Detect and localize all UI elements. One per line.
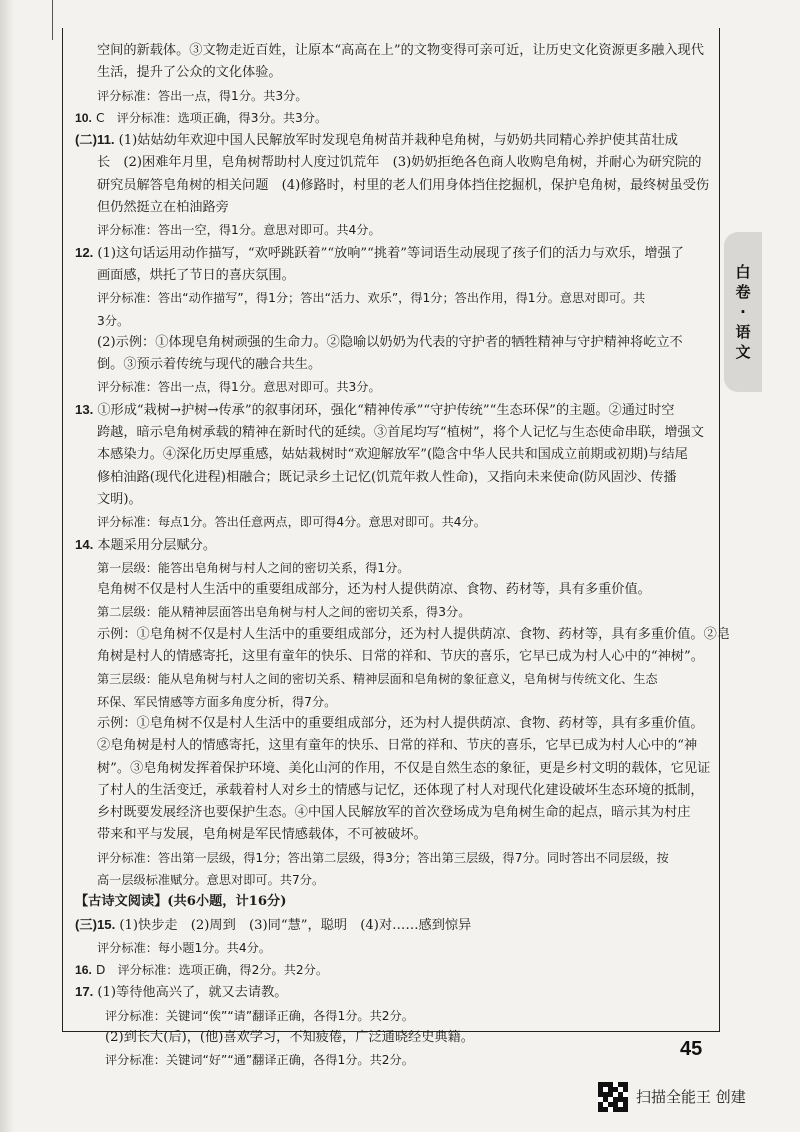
question-number: 17. (75, 984, 94, 1000)
section-tab-char: · (740, 303, 746, 321)
answer-text: 跨越，暗示皂角树承载的精神在新时代的延续。③首尾均写“植树”，将个人记忆与生态使命串联，增强文 (97, 425, 704, 441)
section-tab-char: 卷 (735, 283, 751, 301)
answer-text: 第一层级：能答出皂角树与村人之间的密切关系，得1分。 (97, 560, 410, 575)
answer-text: 第三层级：能从皂角树与村人之间的密切关系、精神层面和皂角树的象征意义，皂角树与传统文化、生态 (97, 672, 658, 687)
answer-line (75, 601, 707, 623)
answer-text: 评分标准：答出一空，得1分。意思对即可。共4分。 (97, 223, 381, 238)
answer-text: 评分标准：答出一点，得1分。共3分。 (97, 88, 308, 103)
answer-line (75, 914, 707, 937)
answer-text: 评分标准：答出“动作描写”，得1分；答出“活力、欢乐”，得1分；答出作用，得1分。意思对即可。共 (97, 291, 646, 306)
answer-text: 第二层级：能从精神层面答出皂角树与村人之间的密切关系，得3分。 (97, 605, 471, 620)
section-tab-char: 文 (735, 343, 751, 361)
answer-line (75, 287, 707, 309)
answer-text: 评分标准：每点1分。答出任意两点，即可得4分。意思对即可。共4分。 (97, 515, 486, 530)
answer-text: ②皂角树是村人的情感寄托，这里有童年的快乐、日常的祥和、节庆的喜乐，它早已成为村人心中的“神 (97, 738, 698, 754)
answer-line (75, 129, 707, 152)
answer-text: 高一层级标准赋分。意思对即可。共7分。 (97, 872, 325, 887)
answer-text: 修柏油路(现代化进程)相融合；既记录乡土记忆(饥荒年救人性命)，又指向未来使命(防风固沙、传播 (97, 469, 677, 485)
answer-line (75, 467, 707, 489)
answer-text: 本题采用分层赋分。 (97, 537, 217, 553)
answer-text: 文明)。 (97, 491, 142, 507)
scan-edge (0, 0, 14, 1132)
answer-line (75, 1027, 707, 1049)
answer-text: 乡村既要发展经济也要保护生态。④中国人民解放军的首次登场成为皂角树生命的起点，暗示其为村庄 (97, 805, 691, 821)
answer-line (75, 668, 707, 690)
question-number: 10. (75, 110, 92, 125)
answer-line (75, 959, 707, 981)
answer-text: 评分标准：每小题1分。共4分。 (97, 940, 271, 955)
answer-text: 带来和平与发展，皂角树是军民情感载体，不可被破坏。 (97, 827, 427, 843)
scanner-watermark: 扫描全能王 创建 (636, 1088, 746, 1106)
binding-line (52, 0, 53, 40)
answer-text: 环保、军民情感等方面多角度分析，得7分。 (97, 694, 337, 709)
answer-text: 示例：①皂角树不仅是村人生活中的重要组成部分，还为村人提供荫凉、食物、药材等，具有多重价值。 (97, 715, 704, 731)
page-number: 45 (680, 1038, 703, 1060)
answer-text: 评分标准：关键词“俟”“请”翻译正确，各得1分。共2分。 (105, 1008, 414, 1023)
answer-line (75, 152, 707, 174)
answer-line (75, 85, 707, 107)
answer-text: 画面感，烘托了节日的喜庆氛围。 (97, 267, 295, 283)
answer-line (75, 511, 707, 533)
answer-line (75, 937, 707, 959)
answer-line (75, 265, 707, 287)
answer-line (75, 376, 707, 398)
answer-text: 研究员解答皂角树的相关问题 (4)修路时，村里的老人们用身体挡住挖掘机，保护皂角树，最终树虽受伤 (97, 177, 710, 193)
question-number: (三)15. (75, 916, 116, 932)
answer-text: 长 (2)困难年月里，皂角树帮助村人度过饥荒年 (3)奶奶拒绝各色商人收购皂角树，并耐心为研究院的 (97, 155, 702, 171)
answer-text: (1)姑姑幼年欢迎中国人民解放军时发现皂角树苗并栽种皂角树，与奶奶共同精心养护使其苗壮成 (118, 133, 678, 149)
answer-line (75, 735, 707, 757)
answer-line (75, 197, 707, 219)
answer-text: 本感染力。④深化历史厚重感，姑姑栽树时“欢迎解放军”(隐含中华人民共和国成立前期或初期)与结尾 (97, 447, 688, 463)
answer-text: 但仍然挺立在柏油路旁 (97, 200, 229, 216)
answer-text: 生活，提升了公众的文化体验。 (97, 65, 282, 81)
answer-line (75, 847, 707, 869)
answer-text: 【古诗文阅读】(共6小题，计16分) (75, 894, 287, 910)
answer-line (75, 824, 707, 846)
answer-text: (2)到长大(后)，(他)喜欢学习，不知疲倦，广泛通晓经史典籍。 (105, 1030, 474, 1046)
answer-line (75, 1005, 707, 1027)
answer-line (75, 869, 707, 891)
question-number: 12. (75, 244, 94, 260)
answer-line (75, 802, 707, 824)
answer-line (75, 62, 707, 84)
answer-text: D 评分标准：选项正确，得2分。共2分。 (95, 963, 329, 978)
answer-line (75, 219, 707, 241)
answer-line (75, 557, 707, 579)
answer-line (75, 534, 707, 557)
answer-line (75, 242, 707, 265)
answer-text: (1)等待他高兴了，就又去请教。 (97, 985, 288, 1001)
question-number: 14. (75, 536, 94, 552)
answer-line (75, 444, 707, 466)
answer-line (75, 579, 707, 601)
answer-line (75, 646, 707, 668)
answer-text: 评分标准：答出第一层级，得1分；答出第二层级，得3分；答出第三层级，得7分。同时答出不同层级，按 (97, 850, 669, 865)
answer-line (75, 175, 710, 197)
answer-text: (1)这句话运用动作描写，“欢呼跳跃着”“放响”“挑着”等词语生动展现了孩子们的活力与欢乐，增强了 (97, 245, 684, 261)
answer-text: 皂角树不仅是村人生活中的重要组成部分，还为村人提供荫凉、食物、药材等，具有多重价值。 (97, 582, 651, 598)
answer-text: ①形成“栽树→护树→传承”的叙事闭环，强化“精神传承”“守护传统”“生态环保”的主题。②通过时空 (97, 402, 675, 418)
section-tab-char: 语 (735, 323, 751, 341)
question-number: (二)11. (75, 132, 115, 148)
answer-line (75, 422, 707, 444)
answer-line (75, 489, 707, 511)
answer-text: 示例：①皂角树不仅是村人生活中的重要组成部分，还为村人提供荫凉、食物、药材等，具有多重价值。②皂 (97, 626, 730, 642)
answer-text: 了村人的生活变迁，承载着村人对乡土的情感与记忆，还体现了村人对现代化建设破坏生态环境的抵制， (97, 782, 704, 798)
section-tab (724, 232, 762, 392)
answer-line (75, 310, 707, 332)
answer-text: (1)快步走 (2)周到 (3)同“慧”，聪明 (4)对……感到惊异 (119, 917, 472, 933)
answer-text: 角树是村人的情感寄托，这里有童年的快乐、日常的祥和、节庆的喜乐，它早已成为村人心中的“神树”。 (97, 649, 704, 665)
qr-code-icon (598, 1082, 628, 1112)
section-tab-char: 白 (735, 263, 751, 281)
answer-line (75, 107, 707, 129)
answer-line (75, 624, 730, 646)
answer-text: (2)示例：①体现皂角树顽强的生命力。②隐喻以奶奶为代表的守护者的牺牲精神与守护精神将屹立不 (97, 334, 683, 350)
answer-text: 树”。③皂角树发挥着保护环境、美化山河的作用，不仅是自然生态的象征，更是乡村文明的载体，它见证 (97, 760, 711, 776)
answer-line (75, 713, 707, 735)
answer-text: 评分标准：答出一点，得1分。意思对即可。共3分。 (97, 380, 381, 395)
answer-line (75, 891, 707, 913)
answer-line (75, 981, 707, 1004)
answer-line (75, 354, 707, 376)
answer-line (75, 758, 711, 780)
answer-text: 倒。③预示着传统与现代的融合共生。 (97, 357, 322, 373)
answer-line (75, 332, 707, 354)
answer-line (75, 399, 707, 422)
answer-text: 空间的新载体。③文物走近百姓，让原本“高高在上”的文物变得可亲可近，让历史文化资源更多融入现代 (97, 43, 704, 58)
question-number: 13. (75, 401, 94, 417)
answer-text: 3分。 (97, 313, 130, 328)
question-number: 16. (75, 963, 92, 978)
answer-line (75, 691, 707, 713)
answer-text: 评分标准：关键词“好”“通”翻译正确，各得1分。共2分。 (105, 1053, 414, 1068)
answer-line (75, 40, 707, 62)
answer-text: C 评分标准：选项正确，得3分。共3分。 (95, 110, 328, 125)
answer-line (75, 1049, 707, 1071)
answer-line (75, 780, 707, 802)
